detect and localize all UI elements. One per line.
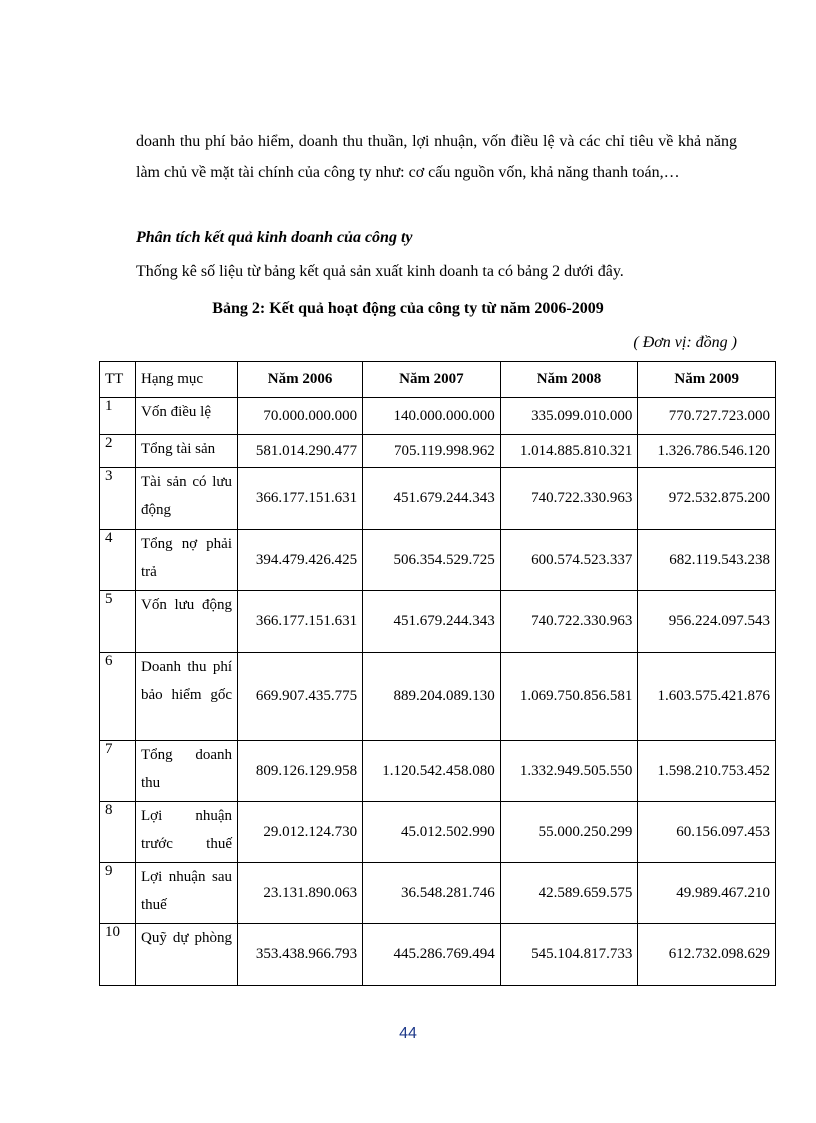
row-number: 1	[100, 398, 136, 435]
table-row	[100, 802, 776, 863]
value-2009: 682.119.543.238	[638, 530, 776, 591]
value-2009: 49.989.467.210	[638, 863, 776, 924]
page-number: 44	[399, 1025, 417, 1042]
value-2006: 581.014.290.477	[238, 435, 363, 468]
table-row	[100, 591, 776, 653]
value-2006: 809.126.129.958	[238, 741, 363, 802]
row-number: 7	[100, 741, 136, 802]
row-item: Vốn lưu động	[136, 591, 238, 653]
row-item: Lợi nhuận sau thuế	[136, 863, 238, 924]
value-2007: 506.354.529.725	[363, 530, 501, 591]
value-2009: 956.224.097.543	[638, 591, 776, 653]
header-2008: Năm 2008	[500, 362, 638, 398]
value-2006: 366.177.151.631	[238, 468, 363, 530]
intro-sentence: Thống kê số liệu từ bảng kết quả sản xuất kinh doanh ta có bảng 2 dưới đây.	[136, 263, 624, 280]
header-2006: Năm 2006	[238, 362, 363, 398]
value-2008: 55.000.250.299	[500, 802, 638, 863]
value-2007: 889.204.089.130	[363, 653, 501, 741]
row-number: 9	[100, 863, 136, 924]
row-number: 4	[100, 530, 136, 591]
row-number: 6	[100, 653, 136, 741]
value-2008: 42.589.659.575	[500, 863, 638, 924]
row-item: Lợi nhuận trước thuế	[136, 802, 238, 863]
row-number: 3	[100, 468, 136, 530]
value-2009: 972.532.875.200	[638, 468, 776, 530]
value-2007: 1.120.542.458.080	[363, 741, 501, 802]
value-2009: 1.326.786.546.120	[638, 435, 776, 468]
value-2007: 36.548.281.746	[363, 863, 501, 924]
value-2008: 335.099.010.000	[500, 398, 638, 435]
value-2007: 451.679.244.343	[363, 591, 501, 653]
body-paragraph: doanh thu phí bảo hiểm, doanh thu thuần, lợi nhuận, vốn điều lệ và các chỉ tiêu về khả năng làm chủ về mặt tài chính của công ty như: cơ cấu nguồn vốn, khả năng thanh toán,…	[136, 133, 737, 181]
row-number: 10	[100, 924, 136, 986]
value-2006: 669.907.435.775	[238, 653, 363, 741]
results-table	[99, 361, 776, 986]
table-row	[100, 924, 776, 986]
header-2007: Năm 2007	[363, 362, 501, 398]
table-caption: Bảng 2: Kết quả hoạt động của công ty từ năm 2006-2009	[212, 300, 604, 317]
row-number: 8	[100, 802, 136, 863]
header-tt: TT	[100, 362, 136, 398]
value-2006: 23.131.890.063	[238, 863, 363, 924]
value-2008: 1.332.949.505.550	[500, 741, 638, 802]
row-item: Tài sản có lưu động	[136, 468, 238, 530]
row-item: Quỹ dự phòng	[136, 924, 238, 986]
table-row	[100, 741, 776, 802]
row-item: Doanh thu phí bảo hiểm gốc	[136, 653, 238, 741]
value-2008: 740.722.330.963	[500, 591, 638, 653]
row-item: Tổng tài sản	[136, 435, 238, 468]
value-2006: 366.177.151.631	[238, 591, 363, 653]
header-item: Hạng mục	[136, 362, 238, 398]
row-item: Tổng nợ phải trả	[136, 530, 238, 591]
value-2006: 353.438.966.793	[238, 924, 363, 986]
table-row	[100, 468, 776, 530]
row-item: Tổng doanh thu	[136, 741, 238, 802]
header-2009: Năm 2009	[638, 362, 776, 398]
value-2008: 1.014.885.810.321	[500, 435, 638, 468]
section-heading: Phân tích kết quả kinh doanh của công ty	[136, 229, 413, 246]
table-row	[100, 863, 776, 924]
value-2008: 740.722.330.963	[500, 468, 638, 530]
value-2006: 29.012.124.730	[238, 802, 363, 863]
table-row	[100, 398, 776, 435]
value-2009: 1.598.210.753.452	[638, 741, 776, 802]
value-2009: 1.603.575.421.876	[638, 653, 776, 741]
table-row	[100, 530, 776, 591]
value-2006: 394.479.426.425	[238, 530, 363, 591]
value-2007: 705.119.998.962	[363, 435, 501, 468]
unit-note: ( Đơn vị: đồng )	[633, 334, 737, 351]
value-2006: 70.000.000.000	[238, 398, 363, 435]
value-2008: 1.069.750.856.581	[500, 653, 638, 741]
value-2007: 45.012.502.990	[363, 802, 501, 863]
table-header-row	[100, 362, 776, 398]
value-2009: 60.156.097.453	[638, 802, 776, 863]
row-number: 2	[100, 435, 136, 468]
table-row	[100, 435, 776, 468]
value-2007: 140.000.000.000	[363, 398, 501, 435]
value-2009: 612.732.098.629	[638, 924, 776, 986]
row-number: 5	[100, 591, 136, 653]
table-row	[100, 653, 776, 741]
value-2009: 770.727.723.000	[638, 398, 776, 435]
value-2008: 600.574.523.337	[500, 530, 638, 591]
row-item: Vốn điều lệ	[136, 398, 238, 435]
value-2007: 445.286.769.494	[363, 924, 501, 986]
value-2008: 545.104.817.733	[500, 924, 638, 986]
value-2007: 451.679.244.343	[363, 468, 501, 530]
